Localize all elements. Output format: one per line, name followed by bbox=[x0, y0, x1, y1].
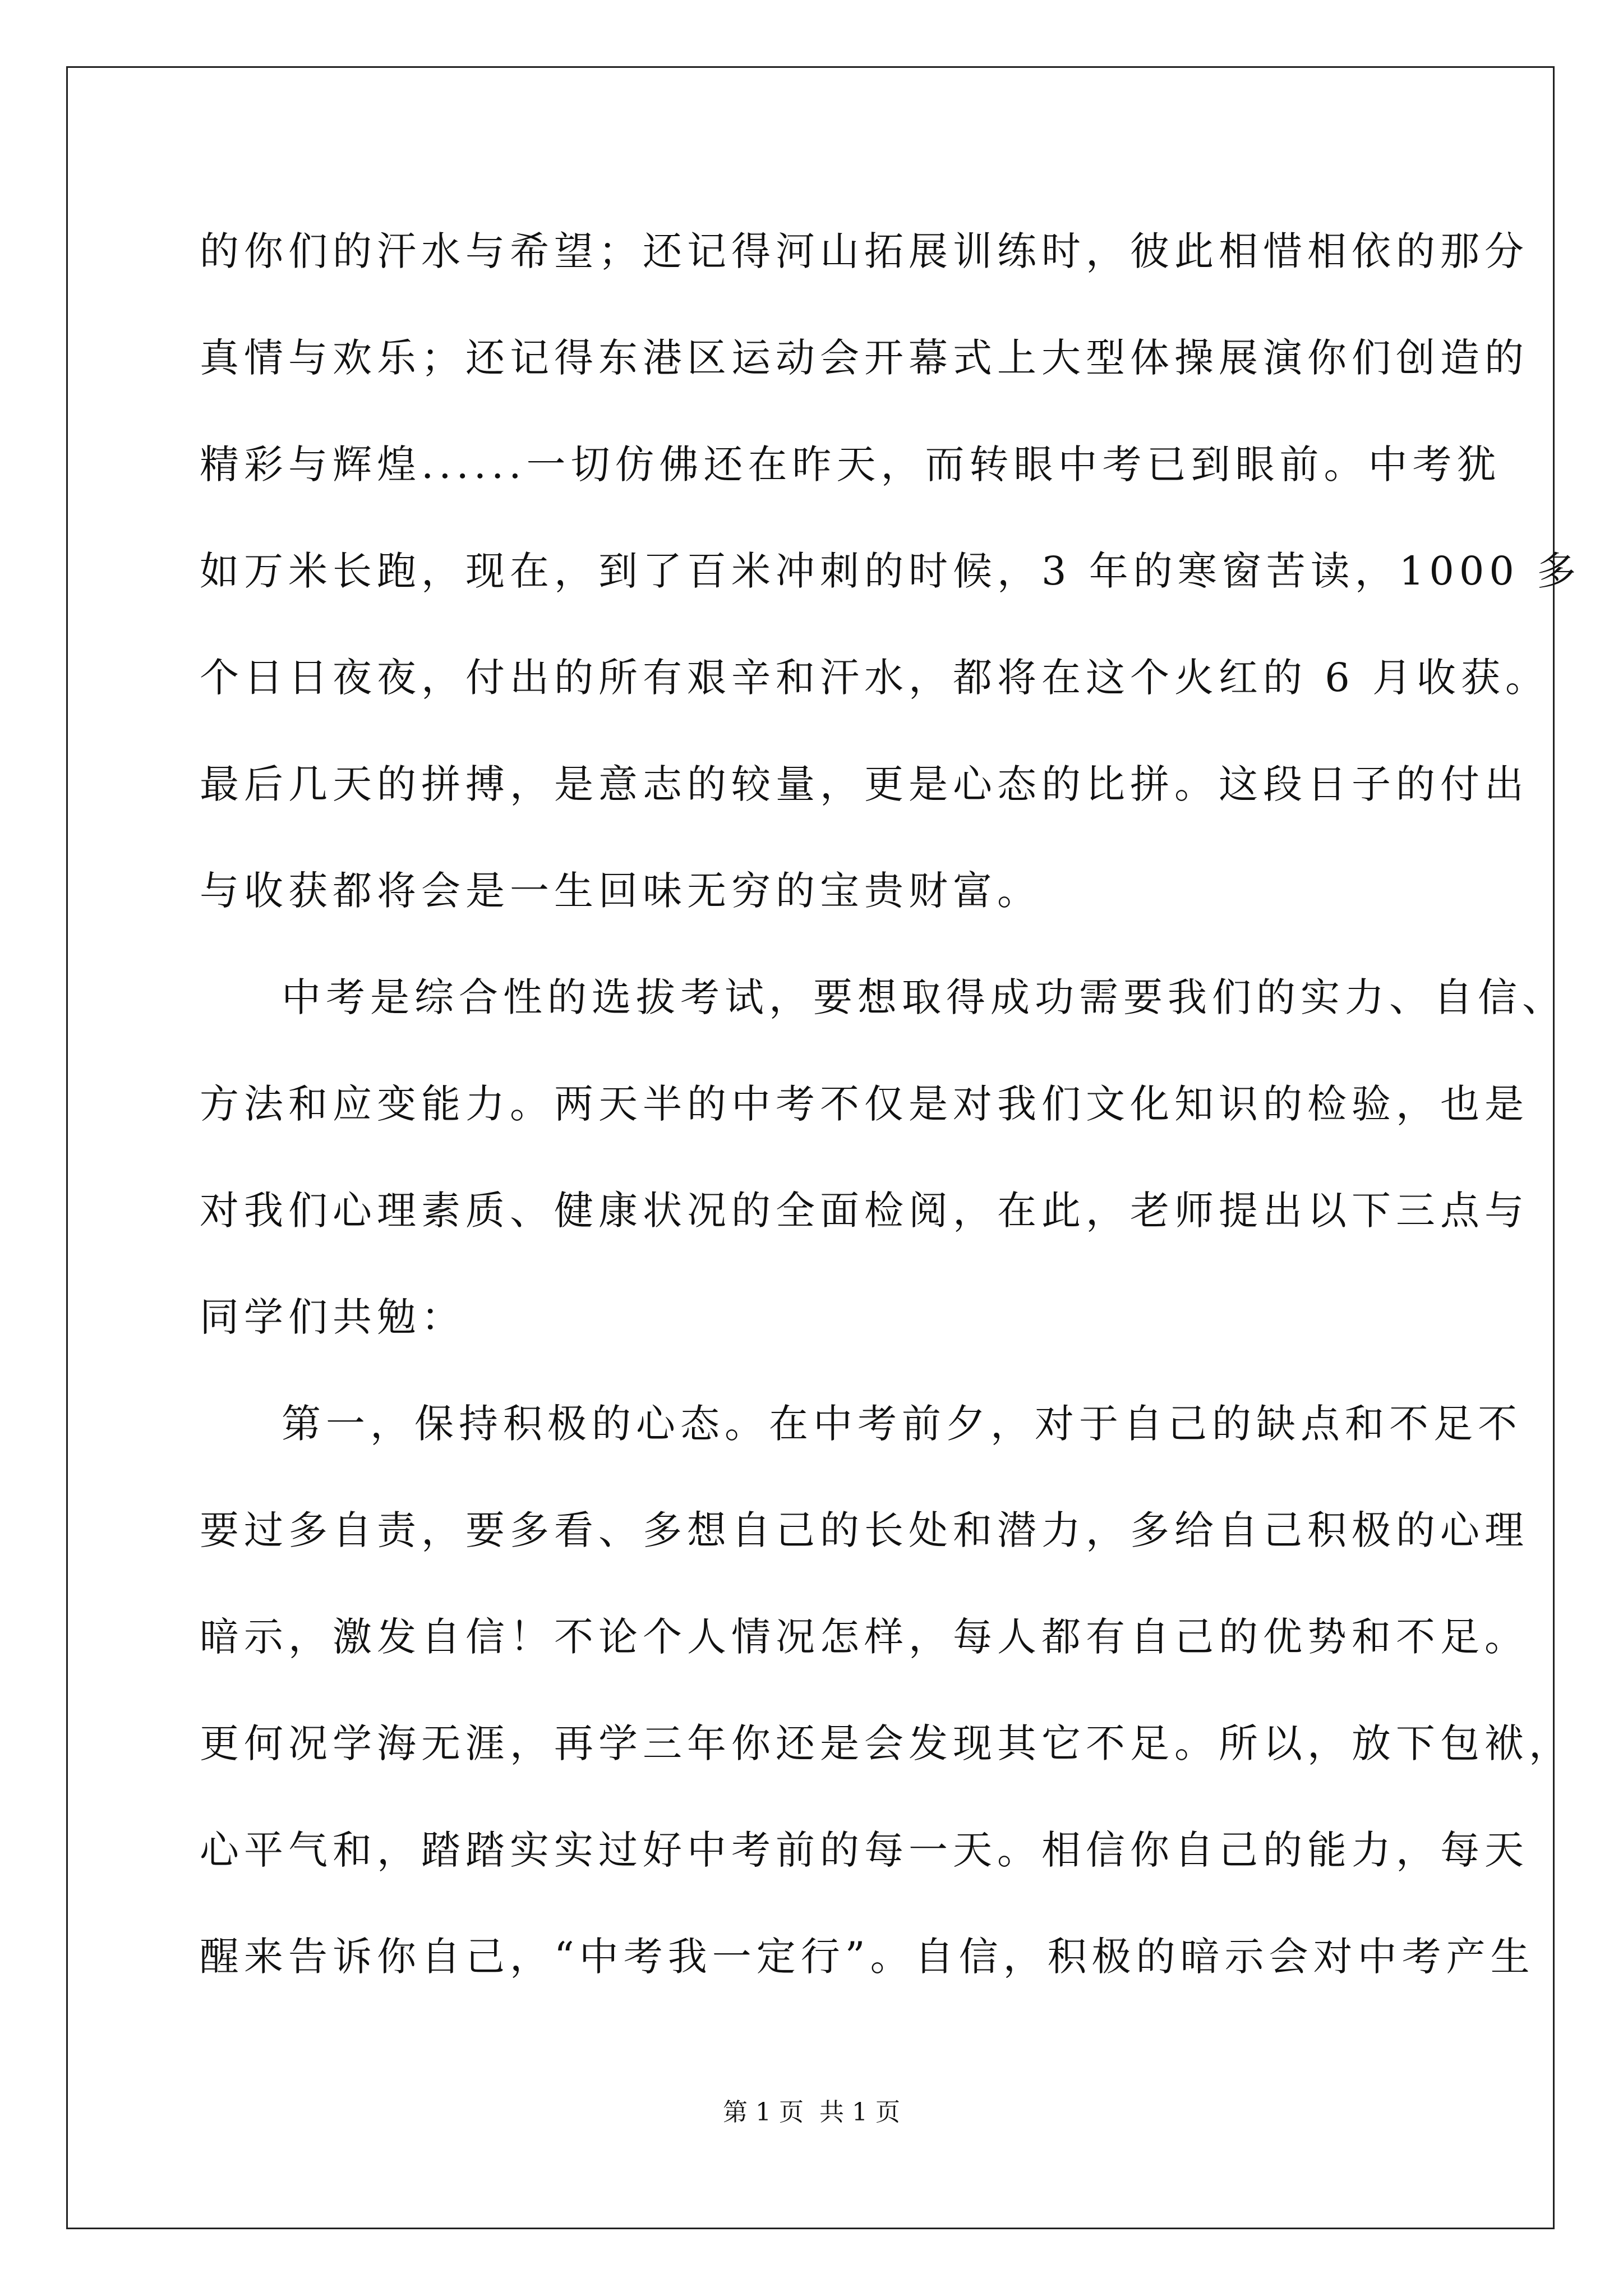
text-line: 真情与欢乐；还记得东港区运动会开幕式上大型体操展演你们创造的 bbox=[200, 335, 1529, 381]
text-line: 对我们心理素质、健康状况的全面检阅，在此，老师提出以下三点与 bbox=[200, 1188, 1529, 1234]
text-line: 与收获都将会是一生回味无穷的宝贵财富。 bbox=[200, 868, 1041, 914]
text-line: 精彩与辉煌......一切仿佛还在昨天，而转眼中考已到眼前。中考犹 bbox=[200, 441, 1501, 487]
text-line: 方法和应变能力。两天半的中考不仅是对我们文化知识的检验，也是 bbox=[200, 1081, 1529, 1127]
paragraph-start-line: 第一，保持积极的心态。在中考前夕，对于自己的缺点和不足不 bbox=[282, 1401, 1522, 1447]
text-line: 更何况学海无涯，再学三年你还是会发现其它不足。所以，放下包袱， bbox=[200, 1720, 1573, 1766]
text-line: 心平气和，踏踏实实过好中考前的每一天。相信你自己的能力，每天 bbox=[200, 1827, 1529, 1873]
page-total: 共 1 页 bbox=[819, 2098, 900, 2127]
text-line: 的你们的汗水与希望；还记得河山拓展训练时，彼此相惜相依的那分 bbox=[200, 228, 1529, 274]
text-line: 如万米长跑，现在，到了百米冲刺的时候，3 年的寒窗苦读，1000 多 bbox=[200, 548, 1581, 594]
text-line: 同学们共勉： bbox=[200, 1294, 465, 1340]
text-line: 暗示，激发自信！不论个人情况怎样，每人都有自己的优势和不足。 bbox=[200, 1614, 1529, 1660]
text-line: 醒来告诉你自己，“中考我一定行”。自信，积极的暗示会对中考产生 bbox=[200, 1934, 1535, 1980]
page-border bbox=[66, 66, 1555, 2229]
page-number: 第 1 页 bbox=[723, 2098, 804, 2127]
text-line: 要过多自责，要多看、多想自己的长处和潜力，多给自己积极的心理 bbox=[200, 1507, 1529, 1553]
text-line: 最后几天的拼搏，是意志的较量，更是心态的比拼。这段日子的付出 bbox=[200, 761, 1529, 807]
text-line: 个日日夜夜，付出的所有艰辛和汗水，都将在这个火红的 6 月收获。 bbox=[200, 655, 1550, 701]
paragraph-start-line: 中考是综合性的选拔考试，要想取得成功需要我们的实力、自信、 bbox=[282, 974, 1566, 1020]
page-footer bbox=[0, 2097, 1623, 2128]
